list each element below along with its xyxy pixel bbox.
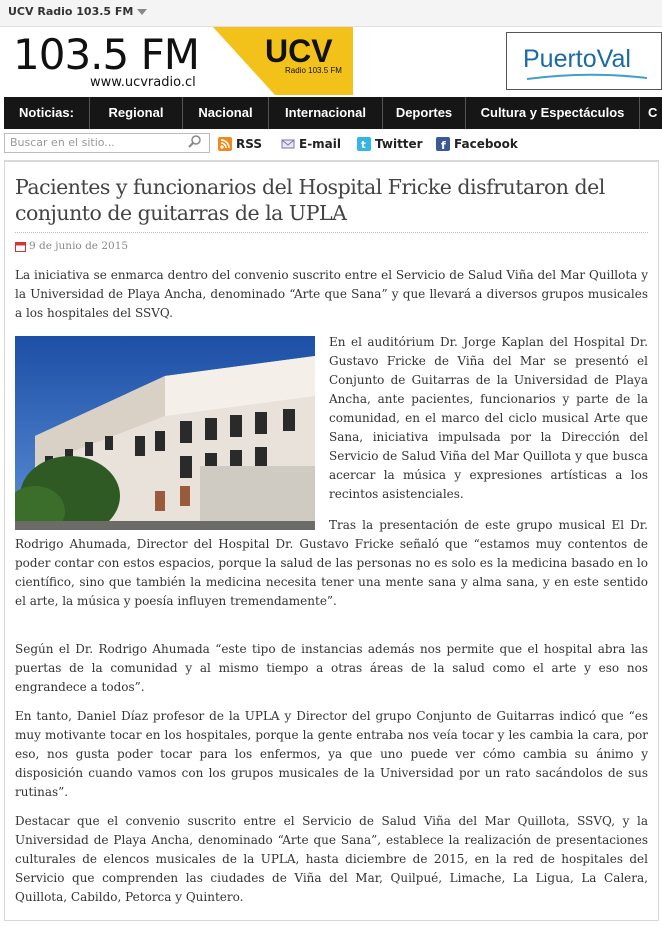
ucv-logo-text: UCV: [265, 33, 333, 69]
email-icon: [281, 137, 295, 151]
rss-icon: [218, 137, 232, 151]
chevron-down-icon: [137, 9, 147, 15]
article-paragraph: En el auditórium Dr. Jorge Kaplan del Hospital Dr. Gustavo Fricke de Viña del Mar se presentó el Conjunto de Guitarras de la Universidad de Playa Ancha, ante pacientes, funcionarios y parte de la comunidad, en el marco del ciclo musical Arte que Sana, iniciativa impulsada por la Dirección del Servicio de Salud Viña del Mar Quillota y que busca acercar la música y expresiones artísticas a los recintos asistenciales.: [329, 335, 648, 501]
facebook-icon: [436, 137, 450, 151]
main-nav: [4, 97, 662, 129]
nav-regional[interactable]: Regional: [90, 97, 183, 129]
ucv-logo-badge[interactable]: [213, 27, 353, 95]
calendar-icon: [15, 241, 26, 252]
station-selector[interactable]: [8, 5, 147, 18]
article-title: Pacientes y funcionarios del Hospital Fricke disfrutaron del conjunto de guitarras de la UPLA: [15, 175, 605, 225]
article-paragraph: En tanto, Daniel Díaz profesor de la UPLA y Director del grupo Conjunto de Guitarras indicó que “es muy motivante tocar en los hospitales, porque la gente entraba nos veía tocar y les cambia la cara, por eso, nos gusta poder tocar para los enfermos, ya que uno puede ver cómo cambia su ánimo y disposición cuando vamos con los grupos musicales de la Universidad por un rato sacándolos de sus rutinas”.: [15, 709, 648, 799]
svg-text:t: t: [361, 140, 366, 151]
rss-label: RSS: [236, 137, 262, 151]
nav-noticias[interactable]: Noticias:: [4, 97, 90, 129]
nav-deportes[interactable]: Deportes: [383, 97, 466, 129]
sponsor-swoosh-icon: [527, 73, 647, 81]
nav-more[interactable]: C: [648, 105, 658, 120]
svg-text:f: f: [441, 139, 446, 151]
article-date-text: 9 de junio de 2015: [29, 240, 129, 252]
twitter-icon: [357, 137, 371, 151]
nav-internacional[interactable]: Internacional: [269, 97, 383, 129]
article-photo[interactable]: [15, 336, 315, 530]
article-paragraph: Destacar que el convenio suscrito entre el Servicio de Salud Viña del Mar Quillota, SSVQ, y la Universidad de Playa Ancha, denominado “Arte que Sana”, establece la realización de presentaciones culturales de elencos musicales de la UPLA, hasta diciembre de 2015, en la red de hospitales del Servicio que comprenden las ciudades de Viña del Mar, Quilpué, Limache, La Ligua, La Calera, Quillota, Cabildo, Petorca y Quintero.: [15, 814, 648, 904]
logo-url[interactable]: www.ucvradio.cl: [90, 75, 196, 90]
article-date: [15, 240, 128, 252]
article-paragraph: La iniciativa se enmarca dentro del convenio suscrito entre el Servicio de Salud Viña del Mar Quillota y la Universidad de Playa Ancha, denominado “Arte que Sana” y que llevará a diversos grupos musicales a los hospitales del SSVQ.: [15, 268, 648, 320]
station-label: UCV Radio 103.5 FM: [8, 5, 134, 18]
title-divider: [15, 232, 648, 233]
sponsor-banner[interactable]: [506, 32, 662, 90]
nav-cultura[interactable]: Cultura y Espectáculos: [466, 97, 640, 129]
logo-frequency[interactable]: 103.5 FM: [13, 30, 199, 79]
email-label: E-mail: [299, 137, 342, 151]
nav-nacional[interactable]: Nacional: [183, 97, 269, 129]
twitter-label: Twitter: [375, 137, 423, 151]
article-paragraph: Tras la presentación de este grupo musical El Dr. Rodrigo Ahumada, Director del Hospital Dr. Gustavo Fricke señaló que “estamos muy contentos de poder contar con estos espacios, porque la salud de las personas no es solo es la medicina basado en lo científico, sino que también la medicina necesita tener una mente sana y alma sana, y en este sentido el arte, la música y poesía influyen tremendamente”.: [15, 518, 648, 608]
toolbar: [0, 130, 662, 158]
facebook-label: Facebook: [454, 137, 518, 151]
search-input[interactable]: Buscar en el sitio...: [4, 133, 210, 153]
search-icon[interactable]: [188, 134, 202, 148]
sponsor-name: PuertoVal: [523, 45, 631, 73]
top-bar: [0, 0, 662, 27]
article-paragraph: Según el Dr. Rodrigo Ahumada “este tipo de instancias además nos permite que el hospital abra las puertas de la comunidad y al mismo tiempo a otras áreas de la salud como el arte y eso nos engrandece a todos”.: [15, 642, 648, 694]
ucv-logo-subtext: Radio 103.5 FM: [285, 66, 342, 75]
